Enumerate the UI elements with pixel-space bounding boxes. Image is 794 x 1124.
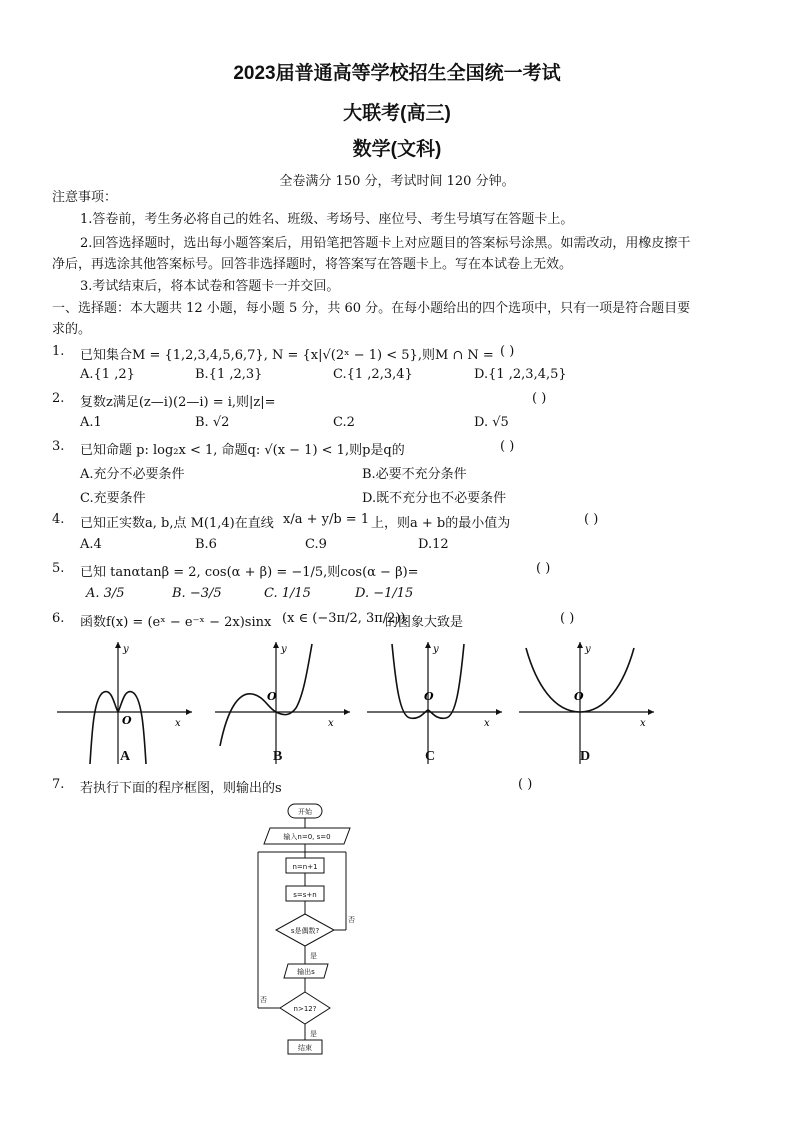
graph-a-y-label: y <box>123 644 129 655</box>
graph-b-origin: O <box>267 690 277 703</box>
q1-option-b: B.{1 ,2,3} <box>195 367 263 382</box>
graph-c-origin: O <box>424 690 434 703</box>
q4-option-d: D.12 <box>418 537 449 552</box>
q4-option-b: B.6 <box>195 537 217 552</box>
graph-d-origin: O <box>574 690 584 703</box>
flow-output: 输出s <box>297 968 315 976</box>
notice-item-1: 1.答卷前，考生务必将自己的姓名、班级、考场号、座位号、考生号填写在答题卡上。 <box>80 212 574 227</box>
q6-graph-c-label: C <box>425 749 436 764</box>
q3-option-b: B.必要不充分条件 <box>362 467 467 482</box>
q5-number: 5. <box>52 561 65 576</box>
flow-no-1: 否 <box>348 916 355 924</box>
q6-graph-b <box>210 636 360 768</box>
q2-option-a: A.1 <box>80 415 102 430</box>
graph-c-y-label: y <box>433 644 439 655</box>
flow-step-1: n=n+1 <box>292 863 318 871</box>
exam-title: 2023届普通高等学校招生全国统一考试 <box>233 63 561 84</box>
graph-a-origin: O <box>122 714 132 727</box>
flow-no-2: 否 <box>260 996 267 1004</box>
exam-info: 全卷满分 150 分，考试时间 120 分钟。 <box>279 174 515 189</box>
q3-option-d: D.既不充分也不必要条件 <box>362 491 507 506</box>
q6-graph-b-label: B <box>273 749 283 764</box>
q6-stem-a: 函数f(x) = (eˣ − e⁻ˣ − 2x)sinx <box>80 615 272 630</box>
q5-option-a: A. 3/5 <box>86 586 125 601</box>
q5-answer-blank: ( ) <box>536 561 551 576</box>
q7-flowchart <box>250 800 360 1065</box>
q1-stem: 已知集合M = {1,2,3,4,5,6,7}, N = {x|√(2ˣ − 1) < 5},则M ∩ N = <box>80 348 494 363</box>
q1-option-c: C.{1 ,2,3,4} <box>333 367 413 382</box>
q2-option-c: C.2 <box>333 415 355 430</box>
graph-a-x-label: x <box>175 718 181 729</box>
graph-b-y-label: y <box>281 644 287 655</box>
q5-stem: 已知 tanαtanβ = 2, cos(α + β) = −1/5,则cos(α − β)= <box>80 565 419 580</box>
section-heading: 一、选择题：本大题共 12 小题，每小题 5 分，共 60 分。在每小题给出的四个选项中，只有一项是符合题目要 <box>52 301 691 316</box>
flow-condition-1: s是偶数? <box>290 927 320 935</box>
q6-graph-a-label: A <box>120 749 131 764</box>
q5-option-c: C. 1/15 <box>264 586 311 601</box>
q5-option-b: B. −3/5 <box>172 586 222 601</box>
q4-answer-blank: ( ) <box>584 512 599 527</box>
flow-end: 结束 <box>298 1044 312 1052</box>
flow-yes-2: 是 <box>310 1030 317 1038</box>
q4-number: 4. <box>52 512 65 527</box>
q1-option-a: A.{1 ,2} <box>80 367 135 382</box>
q6-stem-domain: (x ∈ (−3π/2, 3π/2)) <box>282 611 406 626</box>
q6-graph-d-label: D <box>580 749 591 764</box>
q7-number: 7. <box>52 777 65 792</box>
q2-option-b: B. √2 <box>195 415 230 430</box>
q6-stem-c: 的图象大致是 <box>385 615 464 630</box>
graph-c-x-label: x <box>484 718 490 729</box>
q4-option-c: C.9 <box>305 537 327 552</box>
q7-stem: 若执行下面的程序框图，则输出的s <box>80 781 282 796</box>
graph-b-x-label: x <box>328 718 334 729</box>
q4-stem-a: 已知正实数a, b,点 M(1,4)在直线 <box>80 516 274 531</box>
q6-answer-blank: ( ) <box>560 611 575 626</box>
section-heading-2: 求的。 <box>52 322 92 337</box>
flow-start: 开始 <box>298 808 312 816</box>
q2-answer-blank: ( ) <box>532 391 547 406</box>
notice-item-2b: 净后，再选涂其他答案标号。回答非选择题时，将答案写在答题卡上。写在本试卷上无效。 <box>52 257 573 272</box>
flow-condition-2: n>12? <box>293 1005 317 1013</box>
q3-answer-blank: ( ) <box>500 439 515 454</box>
graph-d-y-label: y <box>585 644 591 655</box>
q6-number: 6. <box>52 611 65 626</box>
q3-option-c: C.充要条件 <box>80 491 146 506</box>
graph-d-x-label: x <box>640 718 646 729</box>
q3-option-a: A.充分不必要条件 <box>80 467 185 482</box>
q4-stem-b: 上，则a + b的最小值为 <box>371 516 511 531</box>
exam-subtitle: 大联考(高三) <box>343 103 451 124</box>
q4-line-equation: x/a + y/b = 1 <box>283 512 370 527</box>
flow-step-2: s=s+n <box>293 891 317 899</box>
q3-stem: 已知命题 p: log₂x < 1, 命题q: √(x − 1) < 1,则p是q的 <box>80 443 405 458</box>
q2-stem: 复数z满足(z—i)(2—i) = i,则|z|= <box>80 395 276 410</box>
q5-option-d: D. −1/15 <box>355 586 414 601</box>
q1-answer-blank: ( ) <box>500 344 515 359</box>
notice-item-2a: 2.回答选择题时，选出每小题答案后，用铅笔把答题卡上对应题目的答案标号涂黑。如需改动，用橡皮擦干 <box>80 236 691 251</box>
q3-number: 3. <box>52 439 65 454</box>
q2-option-d: D. √5 <box>474 415 509 430</box>
q2-number: 2. <box>52 391 65 406</box>
notice-item-3: 3.考试结束后，将本试卷和答题卡一并交回。 <box>80 279 340 294</box>
flow-input: 输入n=0, s=0 <box>283 833 331 841</box>
flow-yes-1: 是 <box>310 952 317 960</box>
subject-title: 数学(文科) <box>352 139 442 160</box>
notice-heading: 注意事项： <box>52 190 118 205</box>
q1-number: 1. <box>52 344 65 359</box>
q7-answer-blank: ( ) <box>518 777 533 792</box>
q1-option-d: D.{1 ,2,3,4,5} <box>474 367 567 382</box>
q6-graph-c <box>362 636 512 768</box>
q4-option-a: A.4 <box>80 537 102 552</box>
